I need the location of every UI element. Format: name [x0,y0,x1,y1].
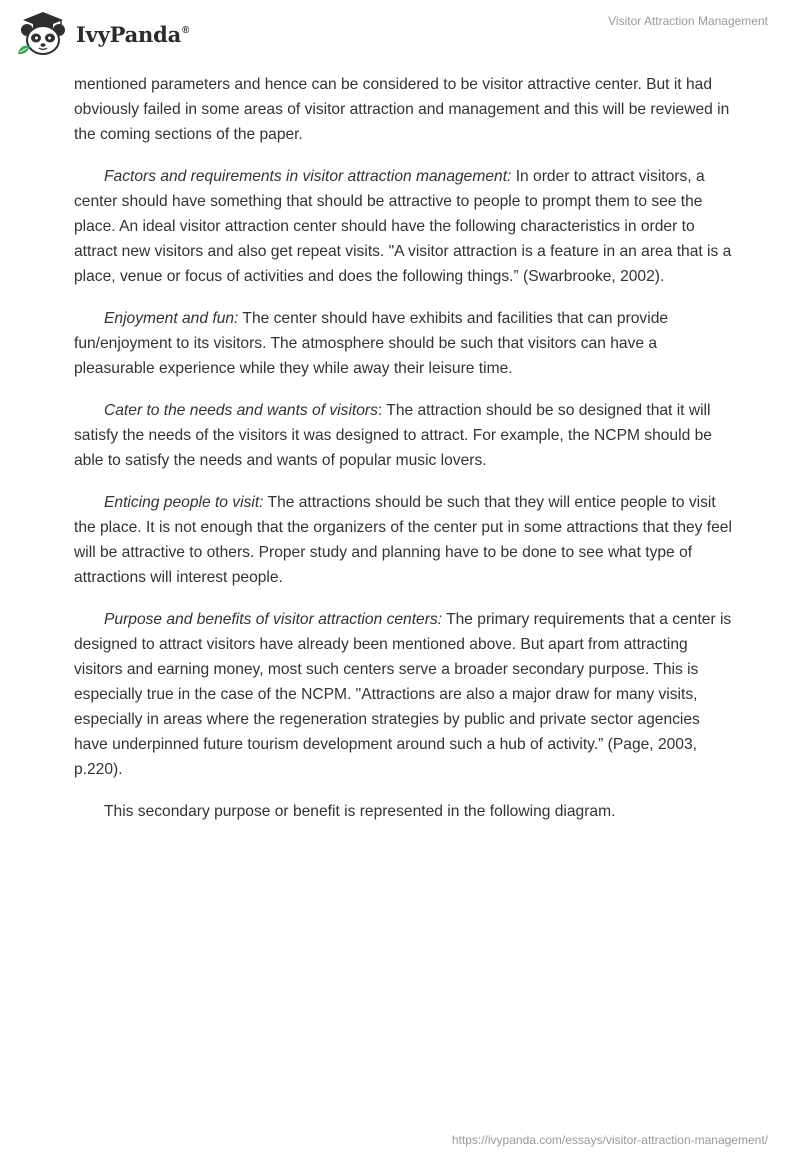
page-header [0,0,800,70]
paragraph-lead: Cater to the needs and wants of visitors [104,402,378,419]
paragraph-text: The primary requirements that a center is designed to attract visitors have already been mentioned above. But apart from attracting visitors and earning money, most such centers serve a broader secondary purpose. This is especially true in the case of the NCPM. "Attractions are also a major draw for many visits, especially in areas where the regeneration strategies by public and private sector agencies have underpinned future tourism development around such a hub of activity.” (Page, 2003, p.220). [74,611,732,778]
paragraph-lead: Enjoyment and fun: [104,310,239,327]
paragraph-lead: Factors and requirements in visitor attraction management: [104,168,512,185]
paragraph-text: This secondary purpose or benefit is represented in the following diagram. [104,803,616,820]
paragraph [74,306,734,381]
brand-name: IvyPanda® [76,21,190,47]
paragraph [74,490,734,590]
document-title: Visitor Attraction Management [608,14,768,28]
paragraph-text: In order to attract visitors, a center should have something that should be attractive to people to prompt them to see the place. An ideal visitor attraction center should have the following characteristics in order to attract new visitors and also get repeat visits. "A visitor attraction is a feature in an area that is a place, venue or focus of activities and does the following things.” (Swarbrooke, 2002). [74,168,732,285]
registered-mark: ® [182,24,190,36]
paragraph-text: : The attraction should be so designed that it will satisfy the needs of the visitors it was designed to attract. For example, the NCPM should be able to satisfy the needs and wants of popular music lovers. [74,402,712,469]
paragraph-lead: Enticing people to visit: [104,494,264,511]
ivypanda-logo[interactable] [14,8,189,58]
paragraph [74,164,734,289]
essay-body [74,72,734,841]
paragraph-text: The attractions should be such that they will entice people to visit the place. It is not enough that the organizers of the center put in some attractions that they feel will be attractive to others. Proper study and planning have to be done to see what type of attractions will interest people. [74,494,732,586]
paragraph [74,72,734,147]
paragraph-text: The center should have exhibits and facilities that can provide fun/enjoyment to its visitors. The atmosphere should be such that visitors can have a pleasurable experience while they while away their leisure time. [74,310,669,377]
source-url-link[interactable]: https://ivypanda.com/essays/visitor-attraction-management/ [451,1133,768,1147]
paragraph [74,799,734,824]
paragraph-lead: Purpose and benefits of visitor attraction centers: [104,611,443,628]
paragraph-text: mentioned parameters and hence can be considered to be visitor attractive center. But it had obviously failed in some areas of visitor attraction and management and this will be reviewed in the coming sections of the paper. [74,76,730,143]
paragraph [74,607,734,782]
paragraph [74,398,734,473]
panda-mascot-icon [14,8,72,58]
